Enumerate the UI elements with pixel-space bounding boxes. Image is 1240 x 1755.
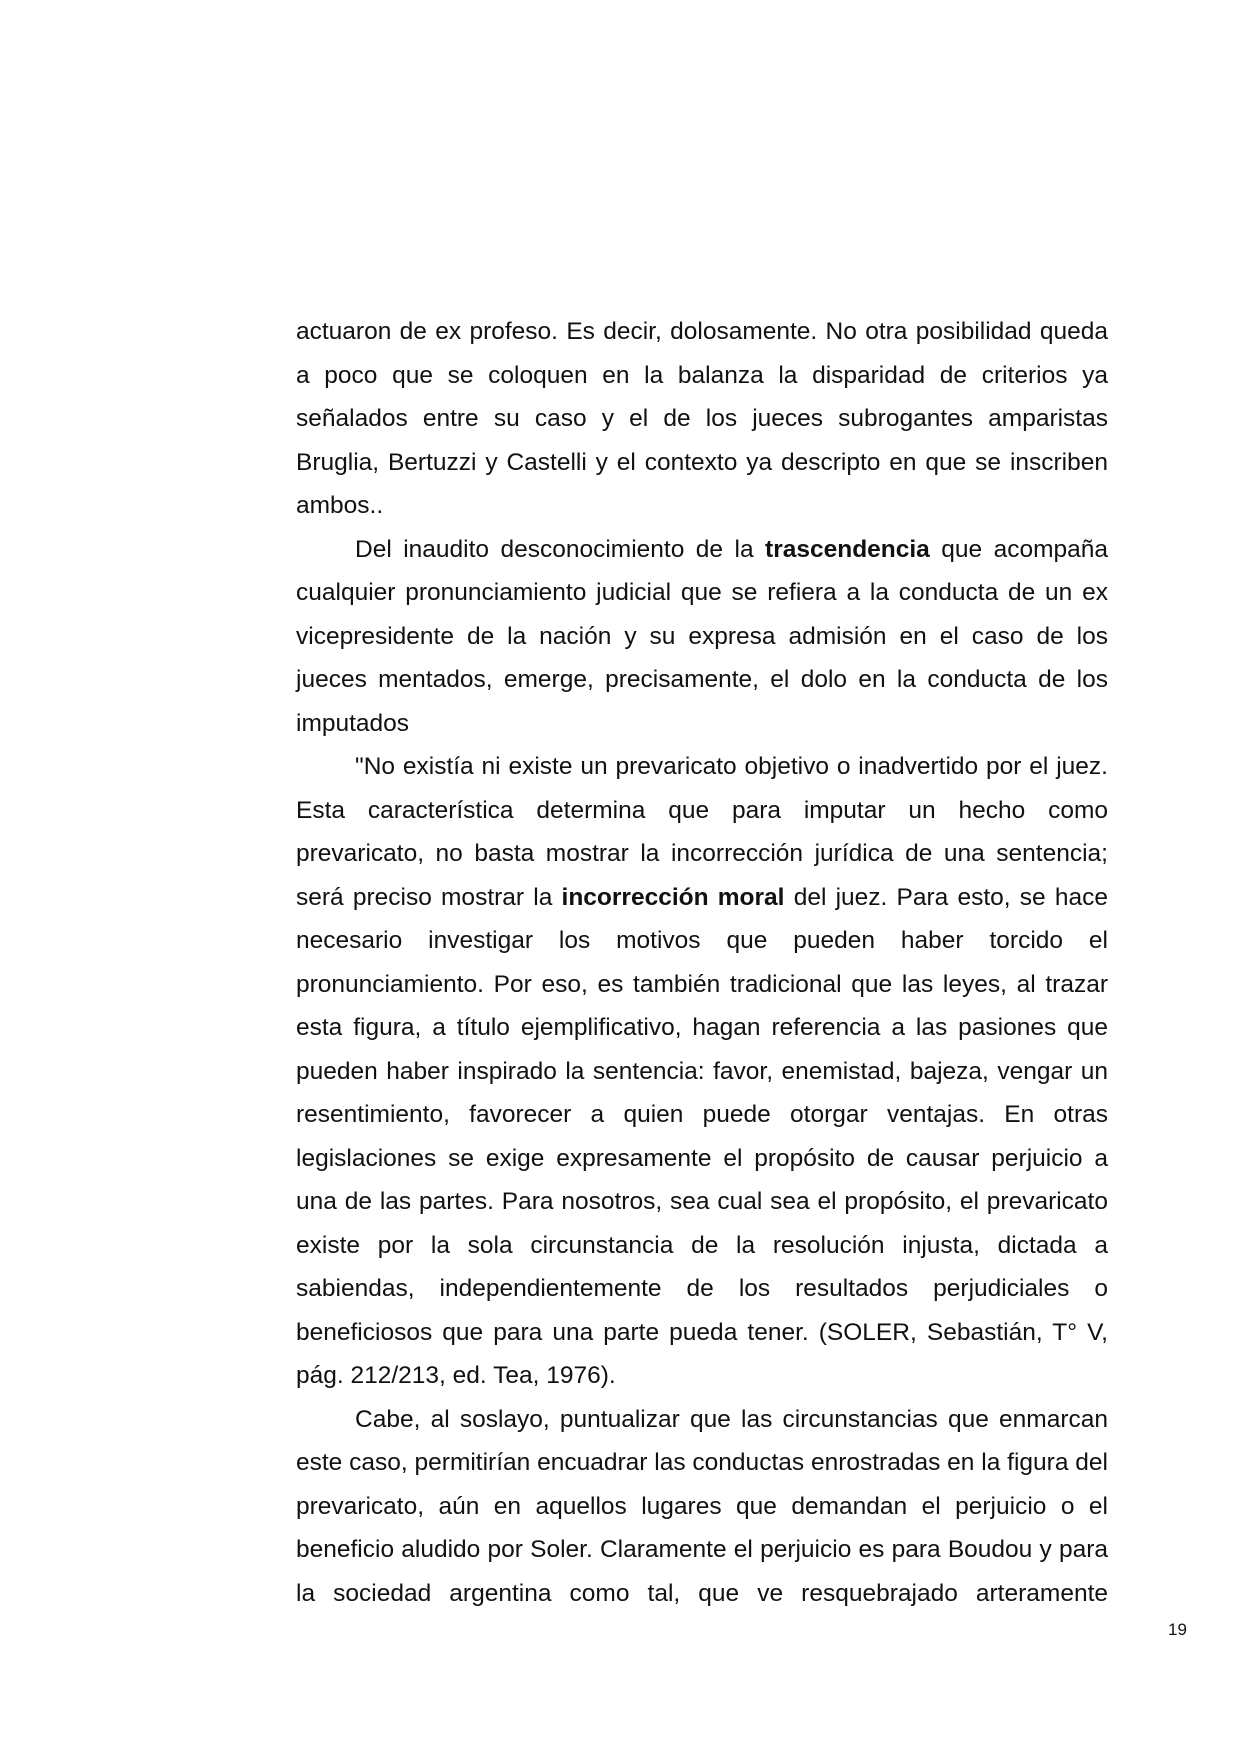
paragraph-4-text: Cabe, al soslayo, puntualizar que las circunstancias que enmarcan este caso, permitirían encuadrar las conductas enrostradas en la figura del prevaricato, aún en aquellos lugares que demandan el perjuicio o el beneficio aludido por Soler. Claramente el perjuicio es para Boudou y para la sociedad argentina como tal, que ve resquebrajado arteramente	[296, 1405, 1108, 1607]
paragraph-3-text-a: "No existía ni existe un prevaricato objetivo o inadvertido por el juez. Esta característica determina que para imputar un hecho como prevaricato, no basta mostrar la incorrección jurídica de una sentencia; será preciso mostrar la	[296, 753, 1108, 911]
paragraph-1	[296, 310, 1108, 528]
paragraph-3-text-b: del juez. Para esto, se hace necesario investigar los motivos que pueden haber torcido el pronunciamiento. Por eso, es también tradicional que las leyes, al trazar esta figura, a título ejemplificativo, hagan referencia a las pasiones que pueden haber inspirado la sentencia: favor, enemistad, bajeza, vengar un resentimiento, favorecer a quien puede otorgar ventajas. En otras legislaciones se exige expresamente el propósito de causar perjuicio a una de las partes. Para nosotros, sea cual sea el propósito, el prevaricato existe por la sola circunstancia de la resolución injusta, dictada a sabiendas, independientemente de los resultados perjudiciales o beneficiosos que para una parte pueda tener. (SOLER, Sebastián, T° V, pág. 212/213, ed. Tea, 1976).	[296, 883, 1108, 1389]
paragraph-2-text-a: Del inaudito desconocimiento de la	[355, 535, 766, 563]
page-number: 19	[1168, 1620, 1187, 1639]
paragraph-3-quote	[296, 745, 1108, 1398]
emphasis-trascendencia: trascendencia	[765, 535, 930, 563]
emphasis-incorreccion-moral: incorrección moral	[561, 883, 785, 911]
paragraph-4	[296, 1398, 1108, 1616]
paragraph-2-text-b: que acompaña cualquier pronunciamiento judicial que se refiera a la conducta de un ex vicepresidente de la nación y su expresa admisión en el caso de los jueces mentados, emerge, precisamente, el dolo en la conducta de los imputados	[296, 535, 1109, 737]
body-text	[296, 310, 1108, 1615]
paragraph-1-text: actuaron de ex profeso. Es decir, dolosamente. No otra posibilidad queda a poco que se coloquen en la balanza la disparidad de criterios ya señalados entre su caso y el de los jueces subrogantes amparistas Bruglia, Bertuzzi y Castelli y el contexto ya descripto en que se inscriben ambos..	[296, 318, 1108, 519]
paragraph-2	[296, 528, 1108, 746]
